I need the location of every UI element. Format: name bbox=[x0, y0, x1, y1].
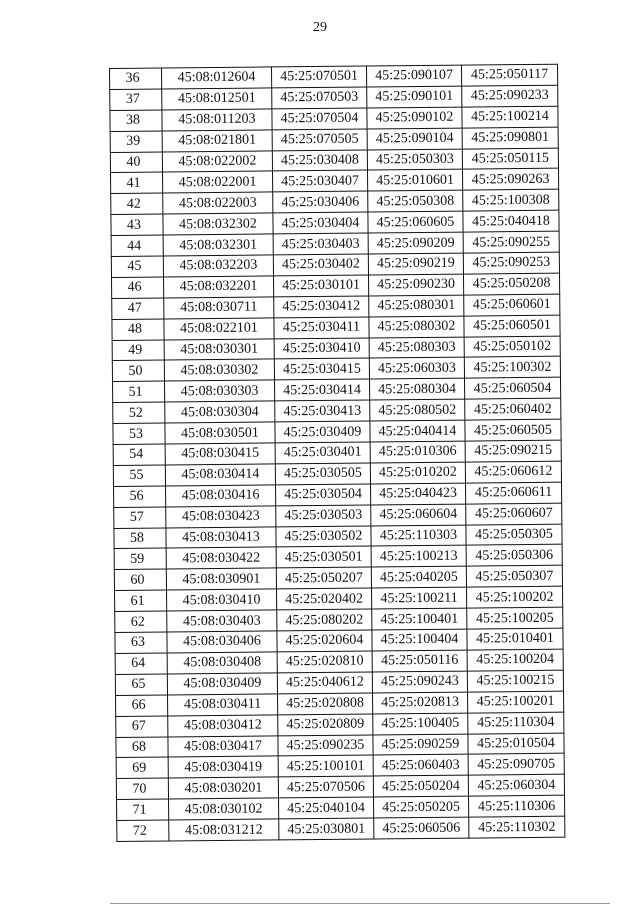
cadastral-code-cell-4: 45:25:090705 bbox=[468, 754, 564, 776]
cadastral-code-cell-1: 45:08:032201 bbox=[164, 276, 274, 298]
cadastral-code-cell-2: 45:25:020808 bbox=[278, 693, 373, 715]
cadastral-code-cell-3: 45:25:050308 bbox=[368, 190, 463, 212]
cadastral-code-cell-2: 45:25:080202 bbox=[277, 609, 372, 631]
cadastral-code-cell-2: 45:25:030402 bbox=[273, 254, 368, 276]
cadastral-code-cell-2: 45:25:030502 bbox=[276, 526, 371, 548]
cadastral-code-cell-2: 45:25:030409 bbox=[275, 421, 370, 443]
row-number-cell: 58 bbox=[114, 528, 166, 549]
row-number-cell: 72 bbox=[117, 820, 169, 841]
row-number-cell: 51 bbox=[113, 381, 165, 402]
cadastral-code-cell-1: 45:08:030415 bbox=[165, 443, 275, 465]
cadastral-code-cell-2: 45:25:030503 bbox=[276, 505, 371, 527]
cadastral-code-cell-2: 45:25:030408 bbox=[272, 150, 367, 172]
cadastral-code-cell-4: 45:25:090253 bbox=[463, 252, 559, 274]
row-number-cell: 56 bbox=[114, 486, 166, 507]
cadastral-code-cell-2: 45:25:030410 bbox=[274, 338, 369, 360]
table-body bbox=[110, 64, 565, 841]
cadastral-code-cell-3: 45:25:060604 bbox=[371, 504, 466, 526]
cadastral-code-cell-3: 45:25:010202 bbox=[370, 462, 465, 484]
row-number-cell: 46 bbox=[112, 277, 164, 298]
row-number-cell: 59 bbox=[114, 548, 166, 569]
cadastral-code-cell-3: 45:25:050204 bbox=[373, 775, 468, 797]
cadastral-code-cell-4: 45:25:060601 bbox=[464, 294, 560, 316]
cadastral-code-cell-4: 45:25:090255 bbox=[463, 231, 559, 253]
cadastral-code-cell-2: 45:25:030415 bbox=[274, 358, 369, 380]
cadastral-code-cell-1: 45:08:030303 bbox=[165, 380, 275, 402]
row-number-cell: 57 bbox=[114, 507, 166, 528]
row-number-cell: 37 bbox=[110, 89, 162, 110]
row-number-cell: 45 bbox=[111, 256, 163, 277]
cadastral-code-cell-2: 45:25:070506 bbox=[278, 776, 373, 798]
cadastral-code-cell-3: 45:25:090102 bbox=[367, 107, 462, 129]
cadastral-code-cell-3: 45:25:060605 bbox=[368, 211, 463, 233]
cadastral-code-cell-3: 45:25:080304 bbox=[370, 378, 465, 400]
cadastral-code-cell-3: 45:25:090219 bbox=[368, 253, 463, 275]
row-number-cell: 55 bbox=[113, 465, 165, 486]
cadastral-code-cell-2: 45:25:030404 bbox=[273, 212, 368, 234]
cadastral-code-cell-3: 45:25:050303 bbox=[367, 149, 462, 171]
cadastral-code-cell-1: 45:08:030410 bbox=[167, 589, 277, 611]
cadastral-code-cell-2: 45:25:050207 bbox=[276, 567, 371, 589]
cadastral-code-cell-4: 45:25:060505 bbox=[465, 419, 561, 441]
cadastral-code-cell-1: 45:08:012604 bbox=[162, 67, 272, 89]
cadastral-code-cell-2: 45:25:020810 bbox=[277, 651, 372, 673]
cadastral-code-cell-3: 45:25:090230 bbox=[368, 274, 463, 296]
cadastral-code-cell-2: 45:25:030501 bbox=[276, 546, 371, 568]
cadastral-code-cell-1: 45:08:030413 bbox=[166, 527, 276, 549]
cadastral-code-cell-1: 45:08:030416 bbox=[166, 485, 276, 507]
cadastral-code-cell-2: 45:25:030801 bbox=[279, 818, 374, 840]
cadastral-code-cell-4: 45:25:110306 bbox=[469, 795, 565, 817]
cadastral-code-cell-2: 45:25:040612 bbox=[277, 672, 372, 694]
row-number-cell: 41 bbox=[111, 172, 163, 193]
cadastral-code-cell-3: 45:25:090259 bbox=[373, 734, 468, 756]
cadastral-code-cell-4: 45:25:040418 bbox=[463, 210, 559, 232]
cadastral-code-cell-4: 45:25:100214 bbox=[462, 106, 558, 128]
cadastral-code-cell-4: 45:25:060304 bbox=[468, 774, 564, 796]
cadastral-code-cell-2: 45:25:070503 bbox=[272, 87, 367, 109]
cadastral-code-cell-1: 45:08:030301 bbox=[164, 339, 274, 361]
cadastral-code-cell-2: 45:25:030401 bbox=[275, 442, 370, 464]
row-number-cell: 52 bbox=[113, 402, 165, 423]
cadastral-code-cell-4: 45:25:110304 bbox=[468, 712, 564, 734]
cadastral-code-cell-1: 45:08:021801 bbox=[162, 130, 272, 152]
cadastral-code-cell-3: 45:25:090209 bbox=[368, 232, 463, 254]
cadastral-code-cell-4: 45:25:100202 bbox=[467, 586, 563, 608]
cadastral-code-cell-4: 45:25:060501 bbox=[464, 315, 560, 337]
cadastral-code-cell-4: 45:25:050102 bbox=[464, 336, 560, 358]
cadastral-code-cell-4: 45:25:050115 bbox=[462, 148, 558, 170]
row-number-cell: 39 bbox=[110, 131, 162, 152]
cadastral-code-cell-3: 45:25:060403 bbox=[373, 754, 468, 776]
cadastral-code-cell-2: 45:25:030411 bbox=[274, 317, 369, 339]
cadastral-code-cell-3: 45:25:090101 bbox=[367, 86, 462, 108]
cadastral-code-cell-4: 45:25:050307 bbox=[466, 566, 562, 588]
cadastral-code-cell-3: 45:25:050205 bbox=[374, 796, 469, 818]
cadastral-code-cell-4: 45:25:010504 bbox=[468, 733, 564, 755]
row-number-cell: 38 bbox=[110, 110, 162, 131]
cadastral-code-cell-1: 45:08:030417 bbox=[168, 735, 278, 757]
cadastral-code-cell-3: 45:25:080502 bbox=[370, 399, 465, 421]
row-number-cell: 60 bbox=[114, 569, 166, 590]
cadastral-code-cell-1: 45:08:022003 bbox=[163, 192, 273, 214]
row-number-cell: 62 bbox=[115, 611, 167, 632]
cadastral-code-cell-1: 45:08:031212 bbox=[169, 819, 279, 841]
row-number-cell: 64 bbox=[115, 653, 167, 674]
cadastral-code-cell-2: 45:25:070504 bbox=[272, 108, 367, 130]
cadastral-code-cell-1: 45:08:032203 bbox=[163, 255, 273, 277]
cadastral-code-cell-4: 45:25:060402 bbox=[465, 398, 561, 420]
cadastral-code-cell-1: 45:08:032301 bbox=[163, 234, 273, 256]
cadastral-code-cell-3: 45:25:040423 bbox=[371, 483, 466, 505]
cadastral-code-cell-2: 45:25:090235 bbox=[278, 734, 373, 756]
row-number-cell: 67 bbox=[116, 716, 168, 737]
cadastral-code-cell-1: 45:08:030408 bbox=[167, 652, 277, 674]
cadastral-code-cell-2: 45:25:030407 bbox=[272, 170, 367, 192]
cadastral-code-cell-3: 45:25:010306 bbox=[370, 441, 465, 463]
row-number-cell: 49 bbox=[112, 340, 164, 361]
cadastral-code-cell-2: 45:25:070505 bbox=[272, 129, 367, 151]
cadastral-code-cell-4: 45:25:010401 bbox=[467, 628, 563, 650]
cadastral-code-cell-4: 45:25:050208 bbox=[463, 273, 559, 295]
cadastral-code-cell-2: 45:25:070501 bbox=[271, 66, 366, 88]
cadastral-code-cell-1: 45:08:030412 bbox=[168, 715, 278, 737]
row-number-cell: 44 bbox=[111, 235, 163, 256]
cadastral-code-cell-3: 45:25:090107 bbox=[366, 65, 461, 87]
row-number-cell: 66 bbox=[116, 695, 168, 716]
row-number-cell: 47 bbox=[112, 298, 164, 319]
cadastral-code-cell-2: 45:25:020809 bbox=[278, 714, 373, 736]
cadastral-code-cell-4: 45:25:090233 bbox=[462, 85, 558, 107]
cadastral-code-cell-2: 45:25:030406 bbox=[273, 191, 368, 213]
cadastral-code-cell-2: 45:25:030413 bbox=[275, 400, 370, 422]
cadastral-code-cell-4: 45:25:060607 bbox=[466, 503, 562, 525]
cadastral-code-cell-3: 45:25:050116 bbox=[372, 650, 467, 672]
cadastral-code-cell-1: 45:08:030411 bbox=[168, 694, 278, 716]
cadastral-code-cell-1: 45:08:022001 bbox=[163, 171, 273, 193]
page-number: 29 bbox=[313, 20, 327, 35]
cadastral-code-cell-3: 45:25:100211 bbox=[372, 587, 467, 609]
cadastral-code-cell-3: 45:25:080301 bbox=[369, 295, 464, 317]
cadastral-code-cell-3: 45:25:020813 bbox=[373, 692, 468, 714]
cadastral-code-cell-4: 45:25:060612 bbox=[465, 461, 561, 483]
cadastral-code-cell-4: 45:25:090215 bbox=[465, 440, 561, 462]
cadastral-code-cell-2: 45:25:030414 bbox=[275, 379, 370, 401]
cadastral-code-cell-3: 45:25:040205 bbox=[371, 566, 466, 588]
cadastral-code-cell-4: 45:25:090263 bbox=[462, 169, 558, 191]
cadastral-code-cell-4: 45:25:050306 bbox=[466, 545, 562, 567]
row-number-cell: 68 bbox=[116, 736, 168, 757]
cadastral-code-cell-3: 45:25:040414 bbox=[370, 420, 465, 442]
cadastral-code-cell-1: 45:08:030406 bbox=[167, 631, 277, 653]
cadastral-code-cell-1: 45:08:030711 bbox=[164, 297, 274, 319]
row-number-cell: 63 bbox=[115, 632, 167, 653]
cadastral-code-cell-1: 45:08:030102 bbox=[169, 798, 279, 820]
cadastral-code-cell-2: 45:25:020604 bbox=[277, 630, 372, 652]
cadastral-code-cell-2: 45:25:030101 bbox=[274, 275, 369, 297]
cadastral-code-cell-1: 45:08:022101 bbox=[164, 318, 274, 340]
cadastral-code-cell-4: 45:25:090801 bbox=[462, 127, 558, 149]
row-number-cell: 42 bbox=[111, 193, 163, 214]
cadastral-code-cell-4: 45:25:050305 bbox=[466, 524, 562, 546]
row-number-cell: 50 bbox=[112, 360, 164, 381]
cadastral-code-cell-4: 45:25:100308 bbox=[463, 190, 559, 212]
cadastral-code-cell-4: 45:25:060504 bbox=[464, 378, 560, 400]
row-number-cell: 48 bbox=[112, 319, 164, 340]
cadastral-code-cell-1: 45:08:012501 bbox=[162, 88, 272, 110]
cadastral-code-cell-3: 45:25:080302 bbox=[369, 316, 464, 338]
cadastral-code-cell-1: 45:08:030422 bbox=[166, 547, 276, 569]
cadastral-code-cell-2: 45:25:030403 bbox=[273, 233, 368, 255]
page-bottom-rule bbox=[110, 903, 610, 904]
cadastral-code-cell-1: 45:08:022002 bbox=[162, 150, 272, 172]
row-number-cell: 70 bbox=[116, 778, 168, 799]
cadastral-code-cell-4: 45:25:100205 bbox=[467, 607, 563, 629]
cadastral-code-cell-1: 45:08:030302 bbox=[164, 359, 274, 381]
cadastral-code-cell-3: 45:25:080303 bbox=[369, 337, 464, 359]
cadastral-code-cell-4: 45:25:100302 bbox=[464, 357, 560, 379]
table-row bbox=[117, 816, 565, 841]
cadastral-code-cell-3: 45:25:060506 bbox=[374, 817, 469, 839]
cadastral-code-cell-3: 45:25:100401 bbox=[372, 608, 467, 630]
cadastral-code-cell-4: 45:25:060611 bbox=[465, 482, 561, 504]
cadastral-code-cell-2: 45:25:030505 bbox=[275, 463, 370, 485]
cadastral-code-cell-1: 45:08:030201 bbox=[168, 777, 278, 799]
row-number-cell: 71 bbox=[117, 799, 169, 820]
row-number-cell: 40 bbox=[110, 152, 162, 173]
cadastral-code-cell-1: 45:08:030414 bbox=[165, 464, 275, 486]
row-number-cell: 69 bbox=[116, 757, 168, 778]
row-number-cell: 36 bbox=[110, 68, 162, 89]
cadastral-code-cell-3: 45:25:090243 bbox=[372, 671, 467, 693]
cadastral-code-cell-2: 45:25:030504 bbox=[276, 484, 371, 506]
cadastral-code-cell-1: 45:08:030501 bbox=[165, 422, 275, 444]
cadastral-code-cell-4: 45:25:110302 bbox=[469, 816, 565, 838]
cadastral-code-cell-3: 45:25:060303 bbox=[369, 358, 464, 380]
cadastral-code-cell-4: 45:25:100215 bbox=[467, 670, 563, 692]
cadastral-code-cell-2: 45:25:020402 bbox=[277, 588, 372, 610]
cadastral-code-cell-2: 45:25:040104 bbox=[279, 797, 374, 819]
row-number-cell: 54 bbox=[113, 444, 165, 465]
cadastral-code-cell-2: 45:25:100101 bbox=[278, 755, 373, 777]
cadastral-code-cell-1: 45:08:030403 bbox=[167, 610, 277, 632]
cadastral-code-cell-3: 45:25:100405 bbox=[373, 713, 468, 735]
cadastral-code-cell-3: 45:25:090104 bbox=[367, 128, 462, 150]
cadastral-code-cell-1: 45:08:030901 bbox=[166, 568, 276, 590]
cadastral-code-cell-4: 45:25:100201 bbox=[468, 691, 564, 713]
cadastral-code-cell-3: 45:25:010601 bbox=[367, 170, 462, 192]
cadastral-code-cell-3: 45:25:100404 bbox=[372, 629, 467, 651]
cadastral-code-cell-4: 45:25:100204 bbox=[467, 649, 563, 671]
row-number-cell: 61 bbox=[115, 590, 167, 611]
cadastral-code-cell-1: 45:08:032302 bbox=[163, 213, 273, 235]
cadastral-code-cell-1: 45:08:011203 bbox=[162, 109, 272, 131]
cadastral-code-cell-4: 45:25:050117 bbox=[461, 64, 557, 86]
cadastral-table bbox=[109, 64, 565, 842]
cadastral-code-cell-3: 45:25:110303 bbox=[371, 525, 466, 547]
row-number-cell: 43 bbox=[111, 214, 163, 235]
cadastral-code-cell-2: 45:25:030412 bbox=[274, 296, 369, 318]
cadastral-code-cell-1: 45:08:030423 bbox=[166, 506, 276, 528]
row-number-cell: 53 bbox=[113, 423, 165, 444]
cadastral-code-cell-1: 45:08:030409 bbox=[167, 673, 277, 695]
cadastral-code-cell-3: 45:25:100213 bbox=[371, 546, 466, 568]
cadastral-code-cell-1: 45:08:030419 bbox=[168, 756, 278, 778]
cadastral-code-cell-1: 45:08:030304 bbox=[165, 401, 275, 423]
row-number-cell: 65 bbox=[115, 674, 167, 695]
